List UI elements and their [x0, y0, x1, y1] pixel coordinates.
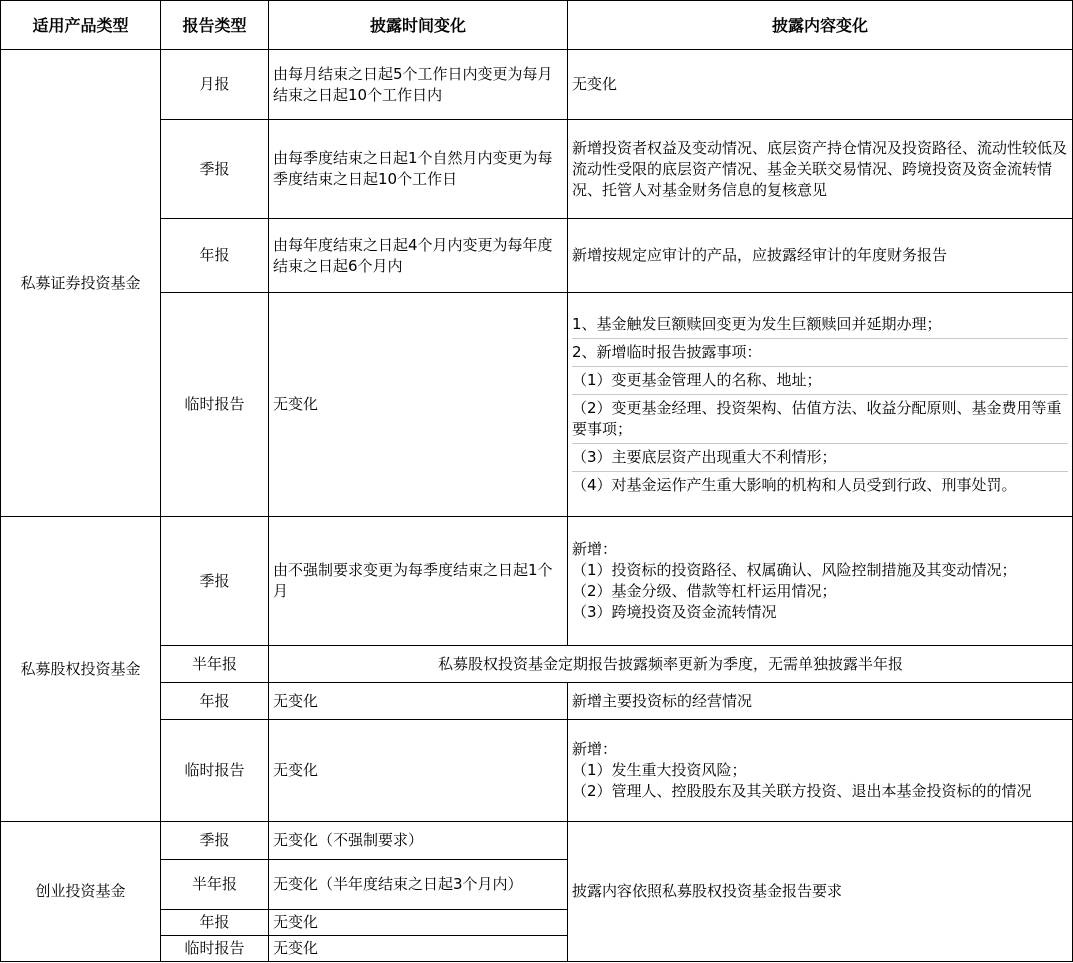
header-report-type: 报告类型 [161, 1, 269, 50]
list-item: （1）变更基金管理人的名称、地址； [572, 367, 1068, 395]
time-change-cell: 无变化 [269, 936, 568, 962]
time-change-cell: 无变化 [269, 683, 568, 720]
table-row [1, 683, 1073, 720]
list-item: （4）对基金运作产生重大影响的机构和人员受到行政、刑事处罚。 [572, 475, 1017, 494]
content-change-cell: 新增投资者权益及变动情况、底层资产持仓情况及投资路径、流动性较低及流动性受限的底层资产情况、基金关联交易情况、跨境投资及资金流转情况、托管人对基金财务信息的复核意见 [568, 120, 1073, 219]
time-change-cell: 无变化（半年度结束之日起3个月内） [269, 860, 568, 910]
list-item: （3）主要底层资产出现重大不利情形； [572, 444, 1068, 472]
table-row [1, 822, 1073, 860]
list-item: 1、基金触发巨额赎回变更为发生巨额赎回并延期办理； [572, 311, 1068, 339]
time-change-cell: 无变化（不强制要求） [269, 822, 568, 860]
table-row [1, 720, 1073, 822]
content-change-cell [568, 517, 1073, 646]
header-time-change: 披露时间变化 [269, 1, 568, 50]
header-content-change: 披露内容变化 [568, 1, 1073, 50]
time-change-cell: 无变化 [269, 910, 568, 936]
merged-note-cell: 私募股权投资基金定期报告披露频率更新为季度，无需单独披露半年报 [269, 646, 1073, 683]
report-type-cell: 年报 [161, 683, 269, 720]
report-type-cell: 季报 [161, 517, 269, 646]
content-line: 新增： [572, 540, 618, 558]
content-line: （2）基金分级、借款等杠杆运用情况； [572, 582, 837, 600]
table-row [1, 219, 1073, 293]
report-type-cell: 半年报 [161, 646, 269, 683]
content-line: 新增： [572, 740, 618, 758]
content-change-cell: 新增按规定应审计的产品，应披露经审计的年度财务报告 [568, 219, 1073, 293]
report-type-cell: 临时报告 [161, 293, 269, 517]
list-item: 2、新增临时报告披露事项： [572, 339, 1068, 367]
time-change-cell: 无变化 [269, 293, 568, 517]
report-type-cell: 季报 [161, 822, 269, 860]
report-type-cell: 季报 [161, 120, 269, 219]
time-change-cell: 由不强制要求变更为每季度结束之日起1个月 [269, 517, 568, 646]
report-type-cell: 半年报 [161, 860, 269, 910]
table-row [1, 120, 1073, 219]
product-venture-fund: 创业投资基金 [1, 822, 161, 962]
content-line: （3）跨境投资及资金流转情况 [572, 603, 777, 621]
time-change-cell: 无变化 [269, 720, 568, 822]
time-change-cell: 由每月结束之日起5个工作日内变更为每月结束之日起10个工作日内 [269, 50, 568, 120]
table-row [1, 293, 1073, 517]
header-row [1, 1, 1073, 50]
product-securities-fund: 私募证券投资基金 [1, 50, 161, 517]
report-type-cell: 年报 [161, 219, 269, 293]
table-row [1, 50, 1073, 120]
time-change-cell: 由每年度结束之日起4个月内变更为每年度结束之日起6个月内 [269, 219, 568, 293]
content-change-cell [568, 720, 1073, 822]
report-type-cell: 临时报告 [161, 936, 269, 962]
header-product-type: 适用产品类型 [1, 1, 161, 50]
time-change-cell: 由每季度结束之日起1个自然月内变更为每季度结束之日起10个工作日 [269, 120, 568, 219]
content-line: （2）管理人、控股股东及其关联方投资、退出本基金投资标的的情况 [572, 782, 1032, 800]
content-change-cell: 披露内容依照私募股权投资基金报告要求 [568, 822, 1073, 962]
list-item: （2）变更基金经理、投资架构、估值方法、收益分配原则、基金费用等重要事项； [572, 395, 1068, 444]
content-line: （1）投资标的投资路径、权属确认、风险控制措施及其变动情况； [572, 561, 1017, 579]
table-row [1, 646, 1073, 683]
content-change-cell [568, 293, 1073, 517]
product-equity-fund: 私募股权投资基金 [1, 517, 161, 822]
report-type-cell: 临时报告 [161, 720, 269, 822]
report-type-cell: 年报 [161, 910, 269, 936]
content-line: （1）发生重大投资风险； [572, 761, 747, 779]
report-type-cell: 月报 [161, 50, 269, 120]
content-change-cell: 无变化 [568, 50, 1073, 120]
content-change-cell: 新增主要投资标的经营情况 [568, 683, 1073, 720]
table-row [1, 517, 1073, 646]
